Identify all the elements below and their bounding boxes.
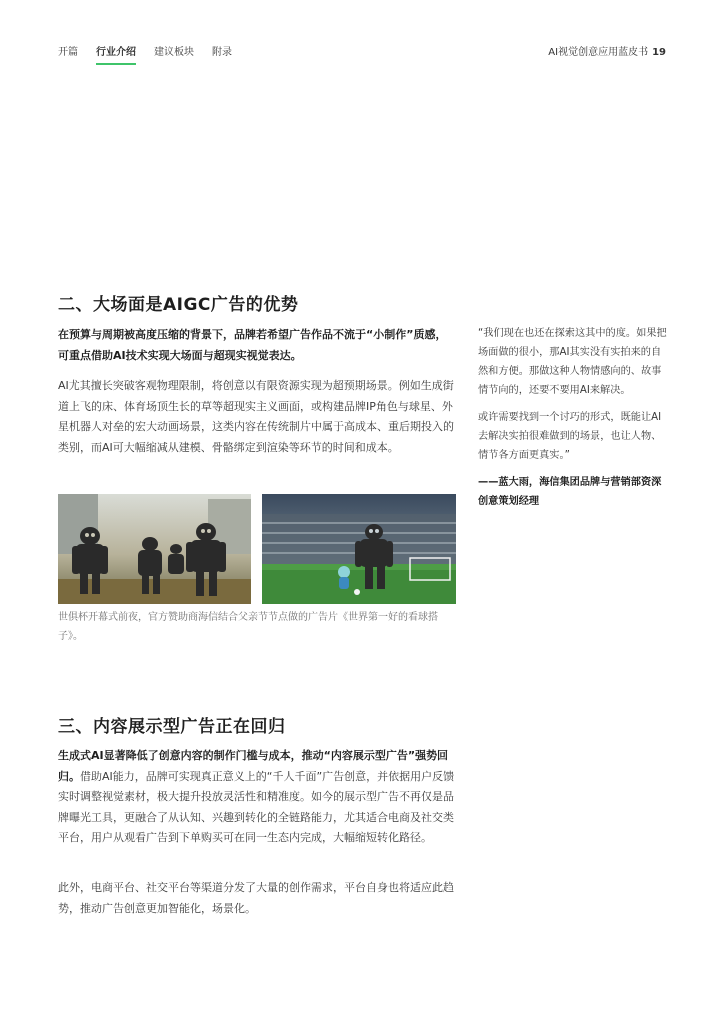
nav-item-appendix[interactable]: 附录	[212, 47, 232, 58]
quote-block	[478, 324, 668, 511]
section-2-body: AI尤其擅长突破客观物理限制，将创意以有限资源实现为超预期场景。例如生成街道上飞的床、体育场顶生长的草等超现实主义画面，或构建品牌IP角色与球星、外星机器人对垒的宏大动画场景，这类内容在传统制片中属于高成本、重后期投入的类别，而AI可大幅缩减从建模、骨骼绑定到渲染等环节的时间和成本。	[58, 379, 454, 454]
section-3-body-1	[58, 746, 456, 849]
top-nav	[58, 46, 250, 65]
page-number: 19	[652, 47, 666, 58]
section-3-lead: 生成式AI显著降低了创意内容的制作门槛与成本，推动“内容展示型广告”强势回归。	[58, 749, 449, 783]
quote-paragraph-1: “我们现在也还在探索这其中的度。如果把场面做的很小，那AI其实没有实拍来的自然和方便。那做这种人物情感向的、故事情节向的，还要不要用AI来解决。	[478, 328, 667, 396]
section-3-body-2: 此外，电商平台、社交平台等渠道分发了大量的创作需求，平台自身也将适应此趋势，推动广告创意更加智能化，场景化。	[58, 881, 454, 915]
document-title	[548, 46, 666, 60]
ad-image-robots-street	[58, 494, 251, 604]
nav-item-industry[interactable]: 行业介绍	[96, 46, 136, 65]
section-2-lead: 在预算与周期被高度压缩的背景下，品牌若希望广告作品不流于“小制作”质感，可重点借助AI技术实现大场面与超现实视觉表达。	[58, 328, 447, 362]
document-title-text: AI视觉创意应用蓝皮书	[548, 47, 649, 58]
section-2-heading: 二、大场面是AIGC广告的优势	[58, 295, 299, 315]
quote-attribution: ——蓝大雨，海信集团品牌与营销部资深创意策划经理	[478, 477, 662, 507]
section-3-heading: 三、内容展示型广告正在回归	[58, 717, 286, 737]
nav-item-intro[interactable]: 开篇	[58, 47, 78, 58]
nav-item-suggestions[interactable]: 建议板块	[154, 47, 194, 58]
image-caption: 世俱杯开幕式前夜，官方赞助商海信结合父亲节节点做的广告片《世界第一好的看球搭子》。	[58, 612, 438, 642]
section-3-body-1-text: 借助AI能力，品牌可实现真正意义上的“千人千面”广告创意，并依据用户反馈实时调整视觉素材，极大提升投放灵活性和精准度。如今的展示型广告不再仅是品牌曝光工具，更融合了从认知、兴趣到转化的全链路能力，尤其适合电商及社交类平台，用户从观看广告到下单购买可在同一生态内完成，大幅缩短转化路径。	[58, 769, 455, 844]
ad-image-robot-stadium	[262, 494, 456, 604]
quote-paragraph-2: 或许需要找到一个讨巧的形式，既能让AI去解决实拍很难做到的场景，也让人物、情节各方面更真实。”	[478, 412, 662, 461]
